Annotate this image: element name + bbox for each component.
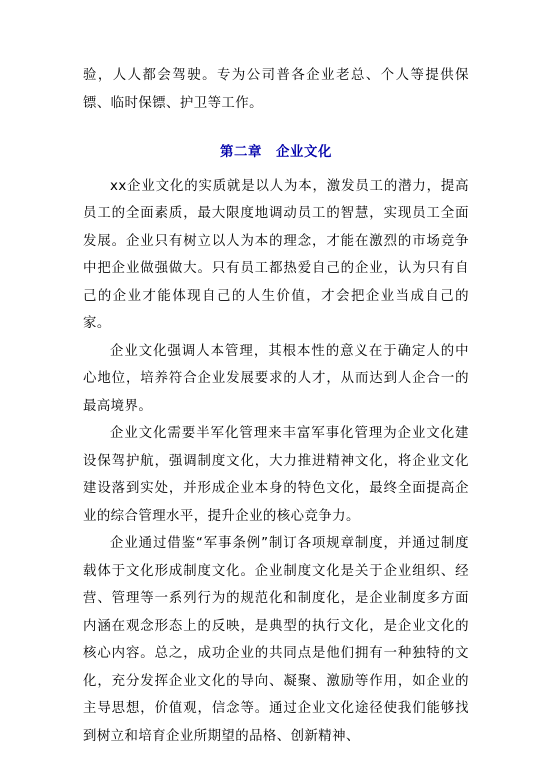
- paragraph-2: 企业文化强调人本管理，其根本性的意义在于确定人的中心地位，培养符合企业发展要求的人才，从而达到人企合一的最高境界。: [83, 343, 469, 414]
- intro-paragraph: 验，人人都会驾驶。专为公司普各企业老总、个人等提供保镖、临时保镖、护卫等工作。: [83, 68, 469, 111]
- document-body: [83, 62, 469, 750]
- paragraph-1: xx企业文化的实质就是以人为本，激发员工的潜力，提高员工的全面素质，最大限度地调动员工的智慧，实现员工全面发展。企业只有树立以人为本的理念，才能在激烈的市场竞争中把企业做强做大。只有员工都热爱自己的企业，认为只有自己的企业才能体现自己的人生价值，才会把企业当成自己的家。: [83, 178, 469, 331]
- paragraph-3: 企业文化需要半军化管理来丰富军事化管理为企业文化建设保驾护航，强调制度文化，大力推进精神文化，将企业文化建设落到实处，并形成企业本身的特色文化，最终全面提高企业的综合管理水平，提升企业的核心竞争力。: [83, 426, 469, 524]
- paragraph-4: 企业通过借鉴“军事条例”制订各项规章制度，并通过制度载体于文化形成制度文化。企业制度文化是关于企业组织、经营、管理等一系列行为的规范化和制度化，是企业制度多方面内涵在观念形态上的反映，是典型的执行文化，是企业文化的核心内容。总之，成功企业的共同点是他们拥有一种独特的文化，充分发挥企业文化的导向、凝聚、激励等作用，如企业的主导思想，价值观，信念等。通过企业文化途径使我们能够找到树立和培育企业所期望的品格、创新精神、: [83, 536, 469, 744]
- chapter-title: 第二章 企业文化: [220, 145, 332, 160]
